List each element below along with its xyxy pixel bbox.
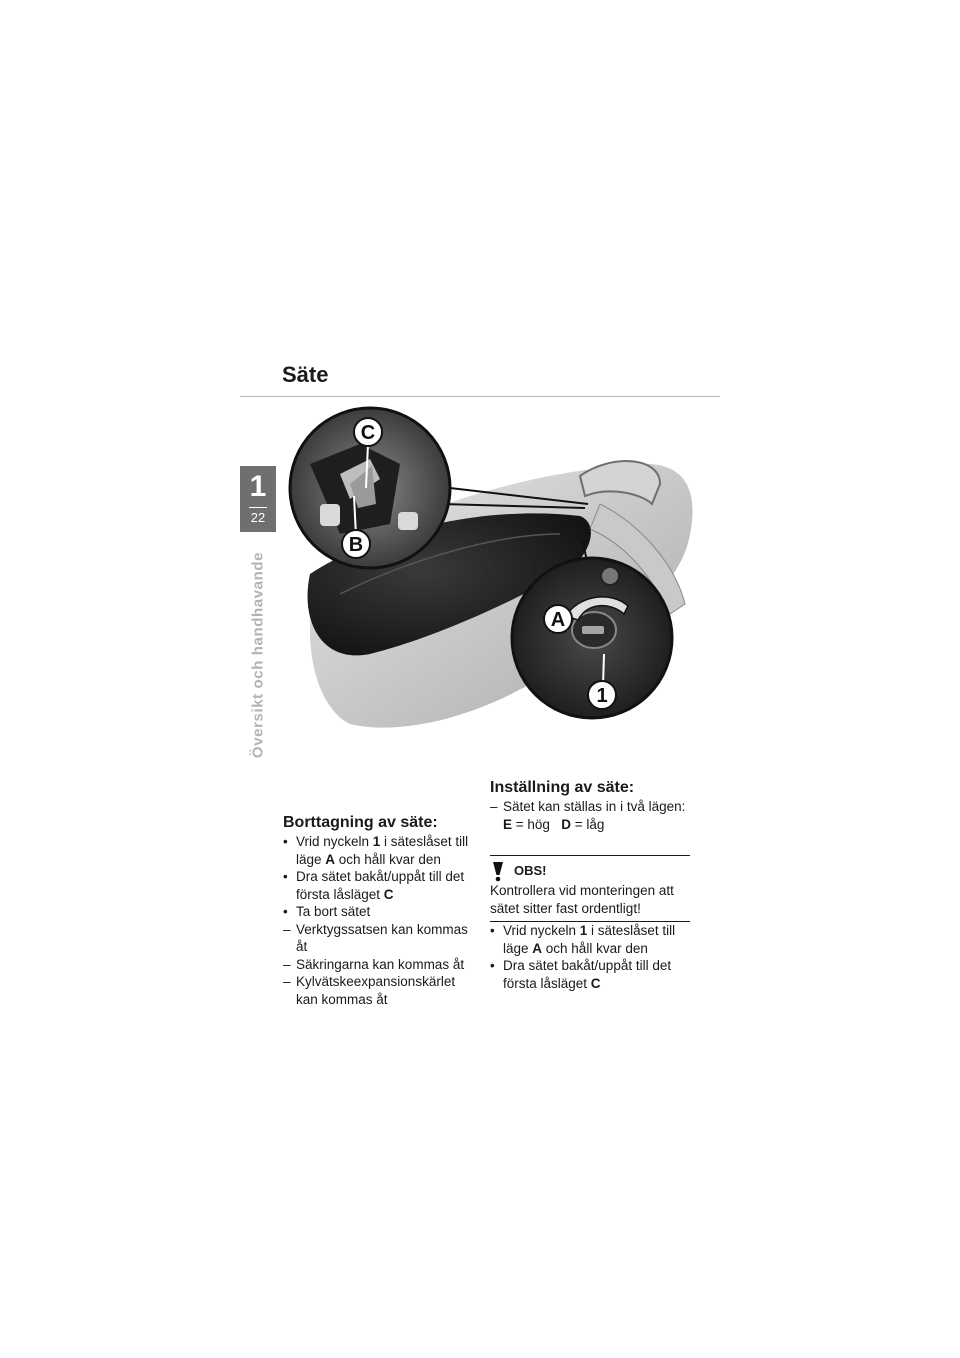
list-marker: • (283, 869, 288, 884)
list-item: – Kylvätskeexpansionskärlet kan kommas åt (283, 974, 456, 1007)
chapter-tab (240, 466, 276, 532)
removal-heading: Borttagning av säte: (283, 814, 438, 831)
list-marker: – (283, 974, 291, 989)
list-item: – Sätet kan ställas in i två lägen: (490, 799, 686, 814)
list-marker: • (283, 904, 288, 919)
note-text: Kontrollera vid monteringen att sätet sitter fast ordentligt! (490, 883, 674, 916)
callout-a-label: A (550, 609, 566, 631)
list-item: • Ta bort sätet (283, 904, 371, 919)
list-marker: • (283, 834, 288, 849)
list-item: • Vrid nyckeln 1 i säteslåset till läge A och håll kvar den (283, 834, 469, 867)
callout-b-label: B (348, 534, 364, 556)
list-marker: – (283, 921, 291, 937)
side-section-label: Översikt och handhavande (249, 551, 267, 759)
seat-illustration (280, 404, 720, 744)
list-marker: – (283, 956, 291, 972)
seat-positions: E = hög D = låg (503, 816, 605, 832)
adjust-steps (490, 922, 690, 992)
removal-steps (283, 833, 478, 1008)
chapter-tab-divider (249, 507, 267, 508)
note-box (490, 855, 690, 922)
callout-b (342, 530, 370, 558)
warning-icon (490, 860, 506, 882)
adjust-heading: Inställning av säte: (490, 779, 635, 796)
list-item: • Vrid nyckeln 1 i säteslåset till läge A och håll kvar den (490, 923, 676, 956)
list-item: – Säkringarna kan kommas åt (283, 956, 465, 972)
callout-c (354, 418, 382, 446)
list-item: – Verktygssatsen kan kommas åt (283, 921, 468, 954)
chapter-number: 1 (249, 470, 267, 503)
list-item: • Dra sätet bakåt/uppåt till det första låsläget C (490, 958, 672, 991)
page-title: Säte (282, 362, 329, 387)
removal-section (283, 813, 478, 1008)
page-number: 22 (250, 510, 266, 525)
callout-a (544, 605, 572, 633)
list-item: • Dra sätet bakåt/uppåt till det första låsläget C (283, 869, 465, 902)
list-marker: – (490, 799, 498, 814)
adjust-section (490, 778, 690, 992)
note-title: OBS! (514, 863, 547, 879)
callout-1-label: 1 (596, 685, 608, 707)
adjust-intro (490, 798, 690, 816)
callout-1 (588, 681, 616, 709)
list-marker: • (490, 958, 495, 973)
list-marker: • (490, 923, 495, 938)
callout-c-label: C (360, 422, 376, 444)
title-divider (240, 396, 720, 397)
